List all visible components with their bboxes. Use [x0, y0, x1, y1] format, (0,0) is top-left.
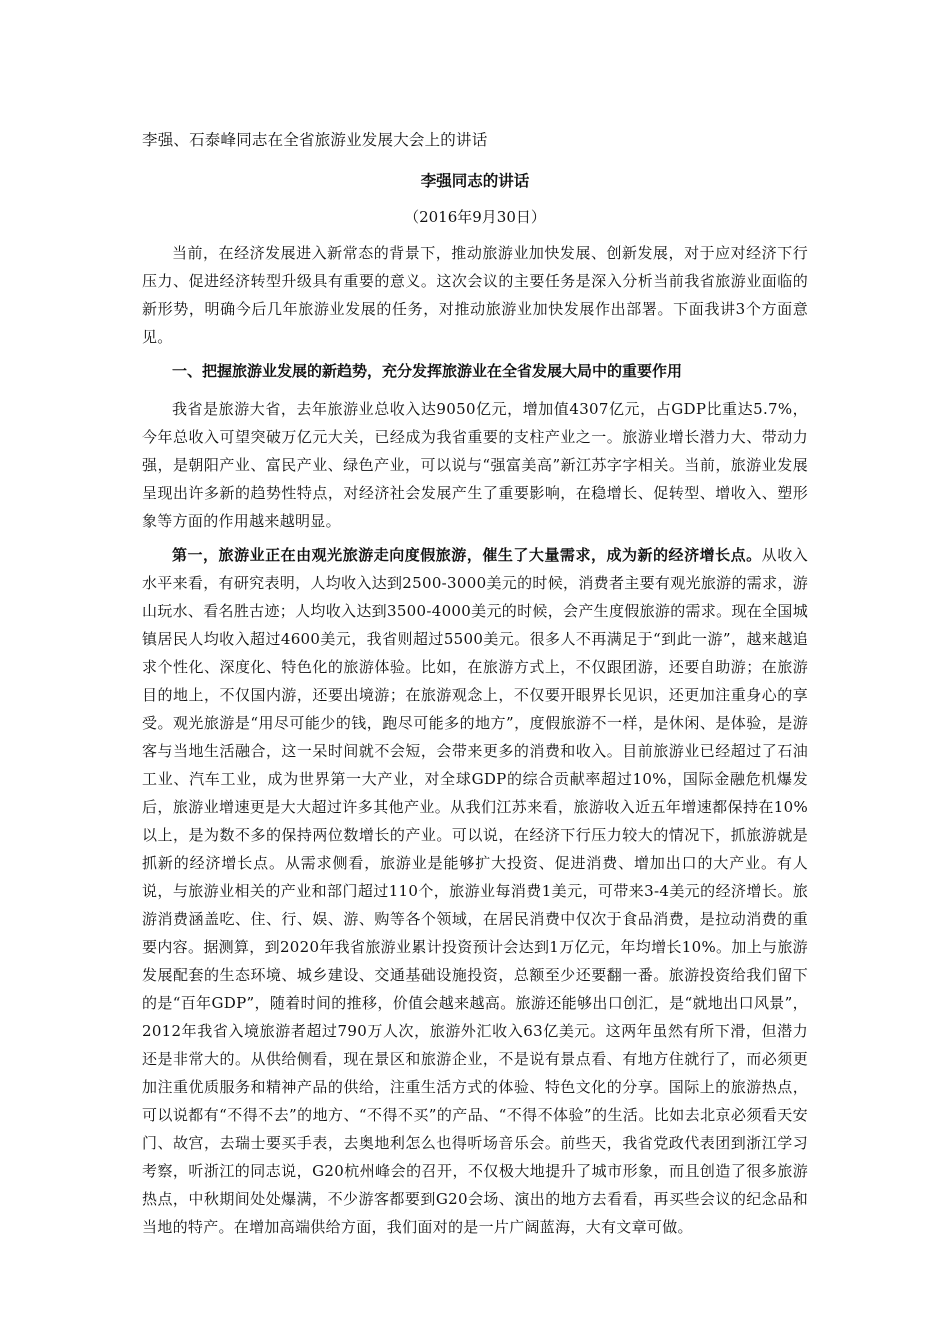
point-lead-sentence: 第一，旅游业正在由观光旅游走向度假旅游，催生了大量需求，成为新的经济增长点。 [172, 546, 762, 564]
document-heading: 李强、石泰峰同志在全省旅游业发展大会上的讲话 [142, 131, 488, 149]
intro-paragraph: 当前，在经济发展进入新常态的背景下，推动旅游业加快发展、创新发展，对于应对经济下行压力、促进经济转型升级具有重要的意义。这次会议的主要任务是深入分析当前我省旅游业面临的新形势，明确今后几年旅游业发展的任务，对推动旅游业加快发展作出部署。下面我讲3个方面意见。 [142, 244, 808, 346]
section-heading: 一、把握旅游业发展的新趋势，充分发挥旅游业在全省发展大局中的重要作用 [172, 362, 683, 380]
document-page [142, 128, 808, 1247]
point-paragraph [142, 541, 808, 1241]
section-paragraph: 我省是旅游大省，去年旅游业总收入达9050亿元，增加值4307亿元，占GDP比重达5.7%，今年总收入可望突破万亿元大关，已经成为我省重要的支柱产业之一。旅游业增长潜力大、带动力强，是朝阳产业、富民产业、绿色产业，可以说与“强富美高”新江苏字字相关。当前，旅游业发展呈现出许多新的趋势性特点，对经济社会发展产生了重要影响，在稳增长、促转型、增收入、塑形象等方面的作用越来越明显。 [142, 400, 808, 530]
speech-title: 李强同志的讲话 [420, 171, 530, 190]
speech-date: （2016年9月30日） [404, 208, 546, 226]
point-body-text: 从收入水平来看，有研究表明，人均收入达到2500-3000美元的时候，消费者主要有观光旅游的需求，游山玩水、看名胜古迹；人均收入达到3500-4000美元的时候，会产生度假旅游的需求。现在全国城镇居民人均收入超过4600美元，我省则超过5500美元。很多人不再满足于“到此一游”，越来越追求个性化、深度化、特色化的旅游体验。比如，在旅游方式上，不仅跟团游，还要自助游；在旅游目的地上，不仅国内游，还要出境游；在旅游观念上，不仅要开眼界长见识，还更加注重身心的享受。观光旅游是“用尽可能少的钱，跑尽可能多的地方”，度假旅游不一样，是休闲、是体验，是游客与当地生活融合，这一呆时间就不会短，会带来更多的消费和收入。目前旅游业已经超过了石油工业、汽车工业，成为世界第一大产业，对全球GDP的综合贡献率超过10%，国际金融危机爆发后，旅游业增速更是大大超过许多其他产业。从我们江苏来看，旅游收入近五年增速都保持在10%以上，是为数不多的保持两位数增长的产业。可以说，在经济下行压力较大的情况下，抓旅游就是抓新的经济增长点。从需求侧看，旅游业是能够扩大投资、促进消费、增加出口的大产业。有人说，与旅游业相关的产业和部门超过110个，旅游业每消费1美元，可带来3-4美元的经济增长。旅游消费涵盖吃、住、行、娱、游、购等各个领域，在居民消费中仅次于食品消费，是拉动消费的重要内容。据测算，到2020年我省旅游业累计投资预计会达到1万亿元，年均增长10%。加上与旅游发展配套的生态环境、城乡建设、交通基础设施投资，总额至少还要翻一番。旅游投资给我们留下的是“百年GDP”，随着时间的推移，价值会越来越高。旅游还能够出口创汇，是“就地出口风景”，2012年我省入境旅游者超过790万人次，旅游外汇收入63亿美元。这两年虽然有所下滑，但潜力还是非常大的。从供给侧看，现在景区和旅游企业，不是说有景点看、有地方住就行了，而必须更加注重优质服务和精神产品的供给，注重生活方式的体验、特色文化的分享。国际上的旅游热点，可以说都有“不得不去”的地方、“不得不买”的产品、“不得不体验”的生活。比如去北京必须看天安门、故宫，去瑞士要买手表，去奥地利怎么也得听场音乐会。前些天，我省党政代表团到浙江学习考察，听浙江的同志说，G20杭州峰会的召开，不仅极大地提升了城市形象，而且创造了很多旅游热点，中秋期间处处爆满，不少游客都要到G20会场、演出的地方去看看，再买些会议的纪念品和当地的特产。在增加高端供给方面，我们面对的是一片广阔蓝海，大有文章可做。 [142, 546, 809, 1236]
